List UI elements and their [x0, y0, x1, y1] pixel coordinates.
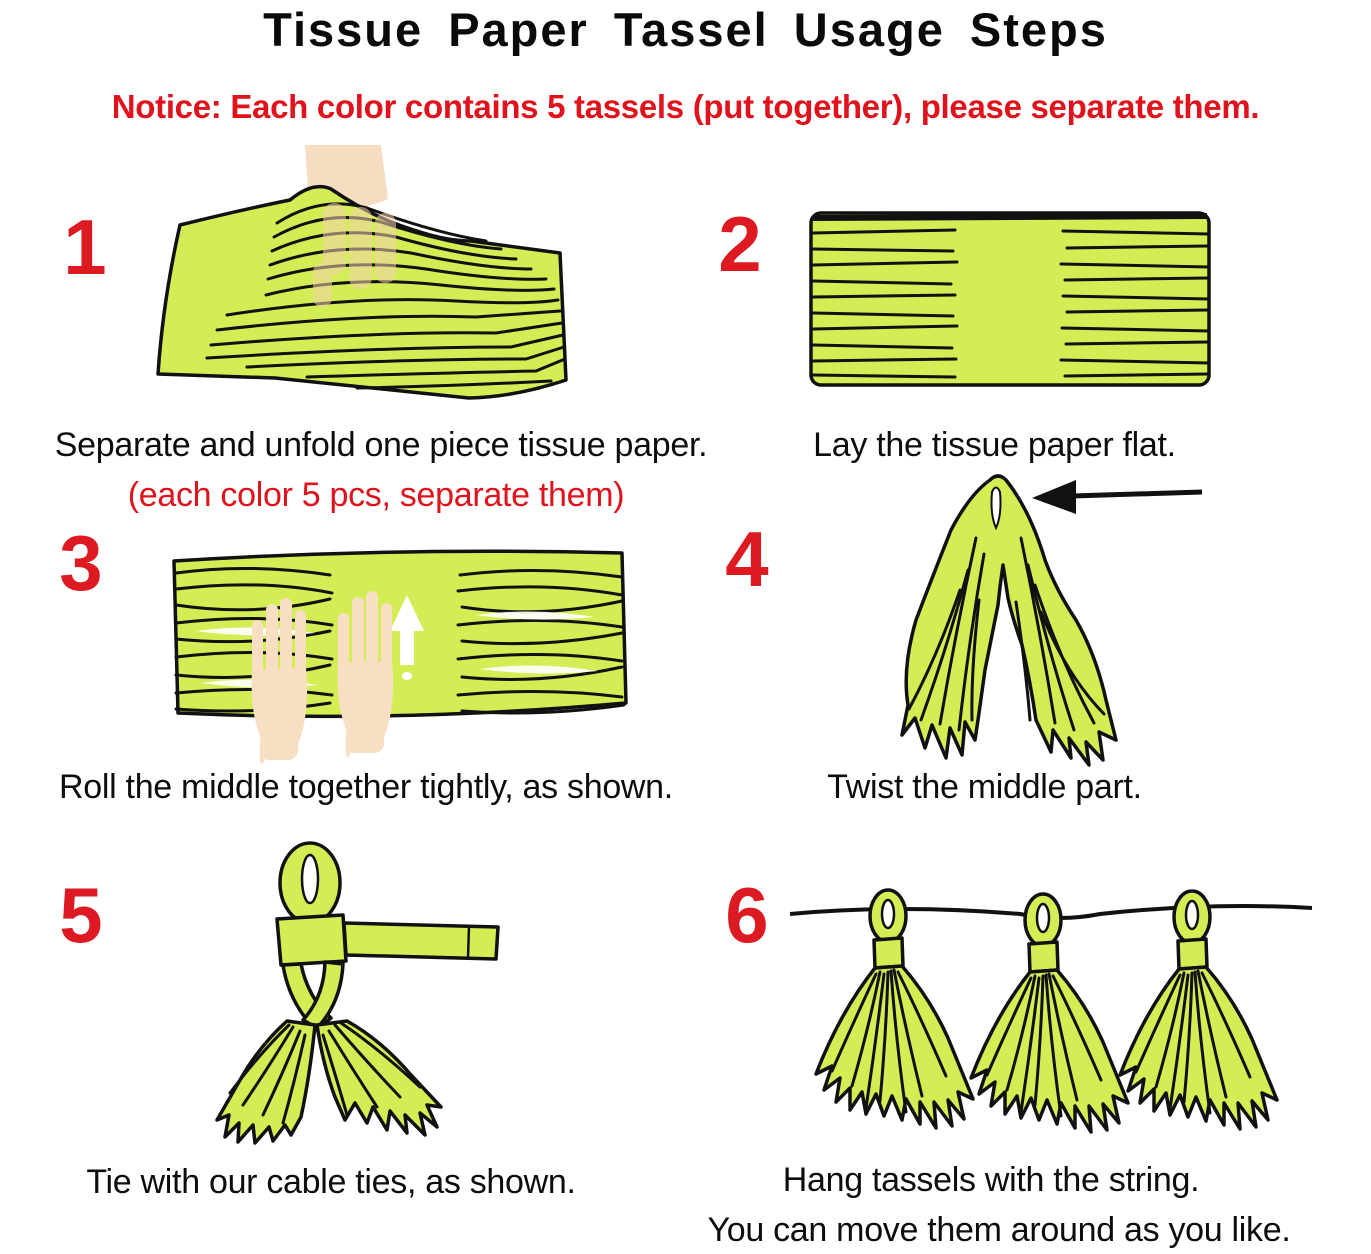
step-2-illustration flat-tissue-icon [805, 205, 1215, 395]
cable-tie-strap [344, 923, 498, 959]
step-3-illustration rolling-middle-icon [160, 535, 635, 760]
step-1-subcaption: (each color 5 pcs, separate them) [127, 476, 625, 514]
top-slit [992, 488, 1001, 529]
step-5-caption: Tie with our cable ties, as shown. [86, 1163, 576, 1201]
loop-hole [302, 855, 318, 903]
cable-tie-band [277, 915, 346, 965]
page-title: Tissue Paper Tassel Usage Steps [263, 3, 1108, 56]
step-6-caption-line-2: You can move them around as you like. [707, 1211, 1291, 1249]
left-fringe-bundle [217, 1021, 315, 1143]
strap-segment-line [468, 926, 469, 958]
step-4-caption: Twist the middle part. [827, 768, 1142, 806]
step-5-number: 5 [59, 871, 103, 959]
step-1-number: 1 [63, 203, 107, 291]
step-6-number: 6 [725, 871, 769, 959]
step-1-illustration hand-separating-tissue-icon [155, 145, 575, 430]
step-3-number: 3 [59, 519, 103, 607]
step-2-number: 2 [718, 200, 762, 288]
step-4-number: 4 [725, 515, 769, 603]
step-2-caption: Lay the tissue paper flat. [813, 426, 1176, 464]
step-5-illustration cable-tie-tassel-icon [205, 835, 515, 1145]
step-3-caption: Roll the middle together tightly, as shown. [59, 768, 673, 806]
notice-text: Notice: Each color contains 5 tassels (put together), please separate them. [111, 88, 1260, 125]
step-4-illustration twisted-middle-icon [880, 470, 1210, 770]
tassel-silhouette [902, 476, 1116, 765]
step-6-illustration tassel-garland-icon [760, 880, 1320, 1170]
top-fold-edge [813, 216, 1207, 218]
pointer-arrow-icon [1032, 480, 1202, 514]
step-1-caption: Separate and unfold one piece tissue paper. [54, 426, 708, 464]
step-6-caption-line-1: Hang tassels with the string. [782, 1161, 1200, 1199]
